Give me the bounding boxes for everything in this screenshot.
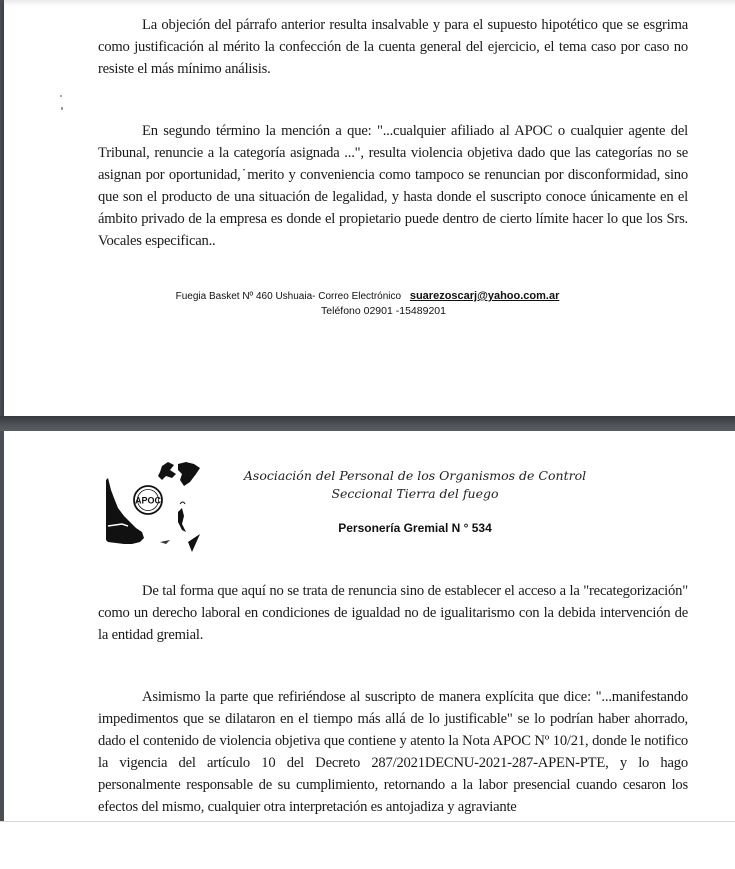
paragraph-objection [98, 14, 688, 80]
org-section: Seccional Tierra del fuego [331, 486, 499, 501]
scan-speck [60, 95, 62, 97]
paragraph-likewise [98, 686, 688, 818]
footer-phone: Teléfono 02901 -15489201 [321, 305, 446, 317]
page-separator [0, 416, 735, 431]
paragraph-text: En segundo término la mención a que: "...cualquier afiliado al APOC o cualquier agente del Tribunal, renuncie a la categoría asignada ...", resulta violencia objetiva dado que las categorías no se asignan por oportunidad,˙merito y conveniencia como tampoco se renuncian por disconformidad, sino que son el producto de una situación de legalidad, y hasta donde el suscripto conoce únicamente en el ámbito privado de la empresa es donde el propietario puede dentro de cierto límite hacer lo que los Srs. Vocales especifican.. [98, 123, 688, 249]
registration-number: Personería Gremial N ° 534 [338, 521, 492, 535]
apoc-logo-map [104, 460, 214, 555]
map-peninsula-icon [178, 508, 186, 532]
footer-email-link[interactable]: suarezoscarj@yahoo.com.ar [409, 290, 560, 302]
map-islands-icon [158, 462, 176, 480]
letterhead-footer-phone [0, 305, 735, 318]
footer-address: Fuegia Basket Nº 460 Ushuaia- Correo Electrónico [175, 291, 402, 302]
paragraph-recategorization [98, 580, 688, 646]
viewer-bottom-border [0, 821, 735, 822]
paragraph-text: La objeción del párrafo anterior resulta insalvable y para el supuesto hipotético que se esgrima como justificación al mérito la confección de la cuenta general del ejercicio, el tema caso por caso no resiste el más mínimo análisis. [98, 17, 688, 77]
paragraph-text: De tal forma que aquí no se trata de renuncia sino de establecer el acceso a la "recategorización" como un derecho laboral en condiciones de igualdad no de igualitarismo con la debida intervención de la entidad gremial. [98, 583, 688, 643]
viewer-top-shadow [4, 0, 735, 6]
letterhead-footer-address [0, 290, 735, 303]
org-name: Asociación del Personal de los Organismos de Control [243, 468, 587, 483]
apoc-seal-text: APOC [134, 495, 162, 506]
paragraph-second-term [98, 120, 688, 252]
paragraph-text: Asimismo la parte que refiriéndose al suscripto de manera explícita que dice: "...manifestando impedimentos que se dilataron en el tiempo más allá de lo justificable" se lo podrían haber ahorrado, dado el contenido de violencia objetiva que contiene y atento la Nota APOC Nº 10/21, donde le notifico la vigencia del artículo 10 del Decreto 287/2021DECNU-2021-287-APEN-PTE, y lo hago personalmente responsable de su cumplimiento, retornando a la labor presencial cuando cesaron los efectos del mismo, cualquier otra interpretación es antojadiza y agraviante [98, 689, 688, 815]
scan-speck [61, 107, 63, 110]
